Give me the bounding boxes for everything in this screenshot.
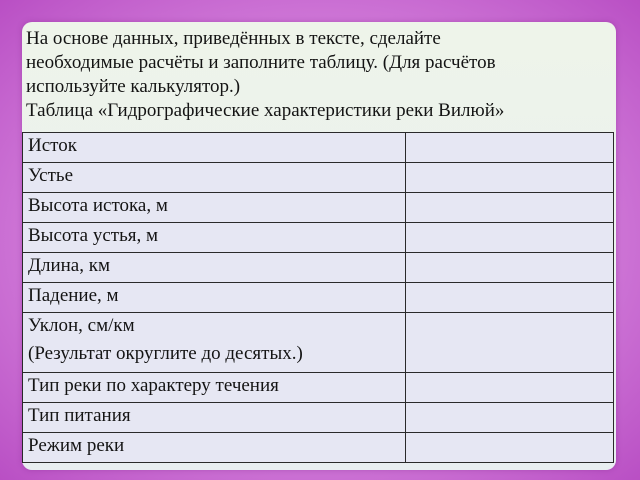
- row-value-feeding-type[interactable]: [406, 403, 614, 433]
- row-value-mouth-height[interactable]: [406, 223, 614, 253]
- slope-rounding-note: (Результат округлите до десятых.): [28, 343, 303, 364]
- row-value-source[interactable]: [406, 133, 614, 163]
- row-label-feeding-type: Тип питания: [23, 403, 406, 433]
- row-label-length: Длина, км: [23, 253, 406, 283]
- row-label-fall: Падение, м: [23, 283, 406, 313]
- table-title: Таблица «Гидрографические характеристики реки Вилюй»: [26, 100, 505, 121]
- row-value-flow-type[interactable]: [406, 373, 614, 403]
- river-characteristics-table: [22, 132, 614, 463]
- table-row: [23, 193, 614, 223]
- table-row: [23, 283, 614, 313]
- row-value-mouth[interactable]: [406, 163, 614, 193]
- row-label-slope: [23, 313, 406, 373]
- table-row: [23, 163, 614, 193]
- table-row: [23, 223, 614, 253]
- table-row: [23, 373, 614, 403]
- row-label-source-height: Высота истока, м: [23, 193, 406, 223]
- table-row: [23, 433, 614, 463]
- row-label-flow-type: Тип реки по характеру течения: [23, 373, 406, 403]
- table-row: [23, 253, 614, 283]
- row-value-fall[interactable]: [406, 283, 614, 313]
- row-value-source-height[interactable]: [406, 193, 614, 223]
- row-label-source: Исток: [23, 133, 406, 163]
- instruction-line-1: На основе данных, приведённых в тексте, сделайте: [26, 28, 441, 49]
- slope-label: Уклон, см/км: [28, 315, 135, 336]
- row-value-regime[interactable]: [406, 433, 614, 463]
- row-value-length[interactable]: [406, 253, 614, 283]
- instruction-line-2: необходимые расчёты и заполните таблицу. (Для расчётов: [26, 52, 496, 73]
- row-value-slope[interactable]: [406, 313, 614, 373]
- instruction-line-3: используйте калькулятор.): [26, 76, 241, 97]
- row-label-mouth: Устье: [23, 163, 406, 193]
- table-row: [23, 133, 614, 163]
- task-instruction: [26, 27, 616, 123]
- table-row: [23, 403, 614, 433]
- row-label-mouth-height: Высота устья, м: [23, 223, 406, 253]
- table-row: [23, 313, 614, 373]
- row-label-regime: Режим реки: [23, 433, 406, 463]
